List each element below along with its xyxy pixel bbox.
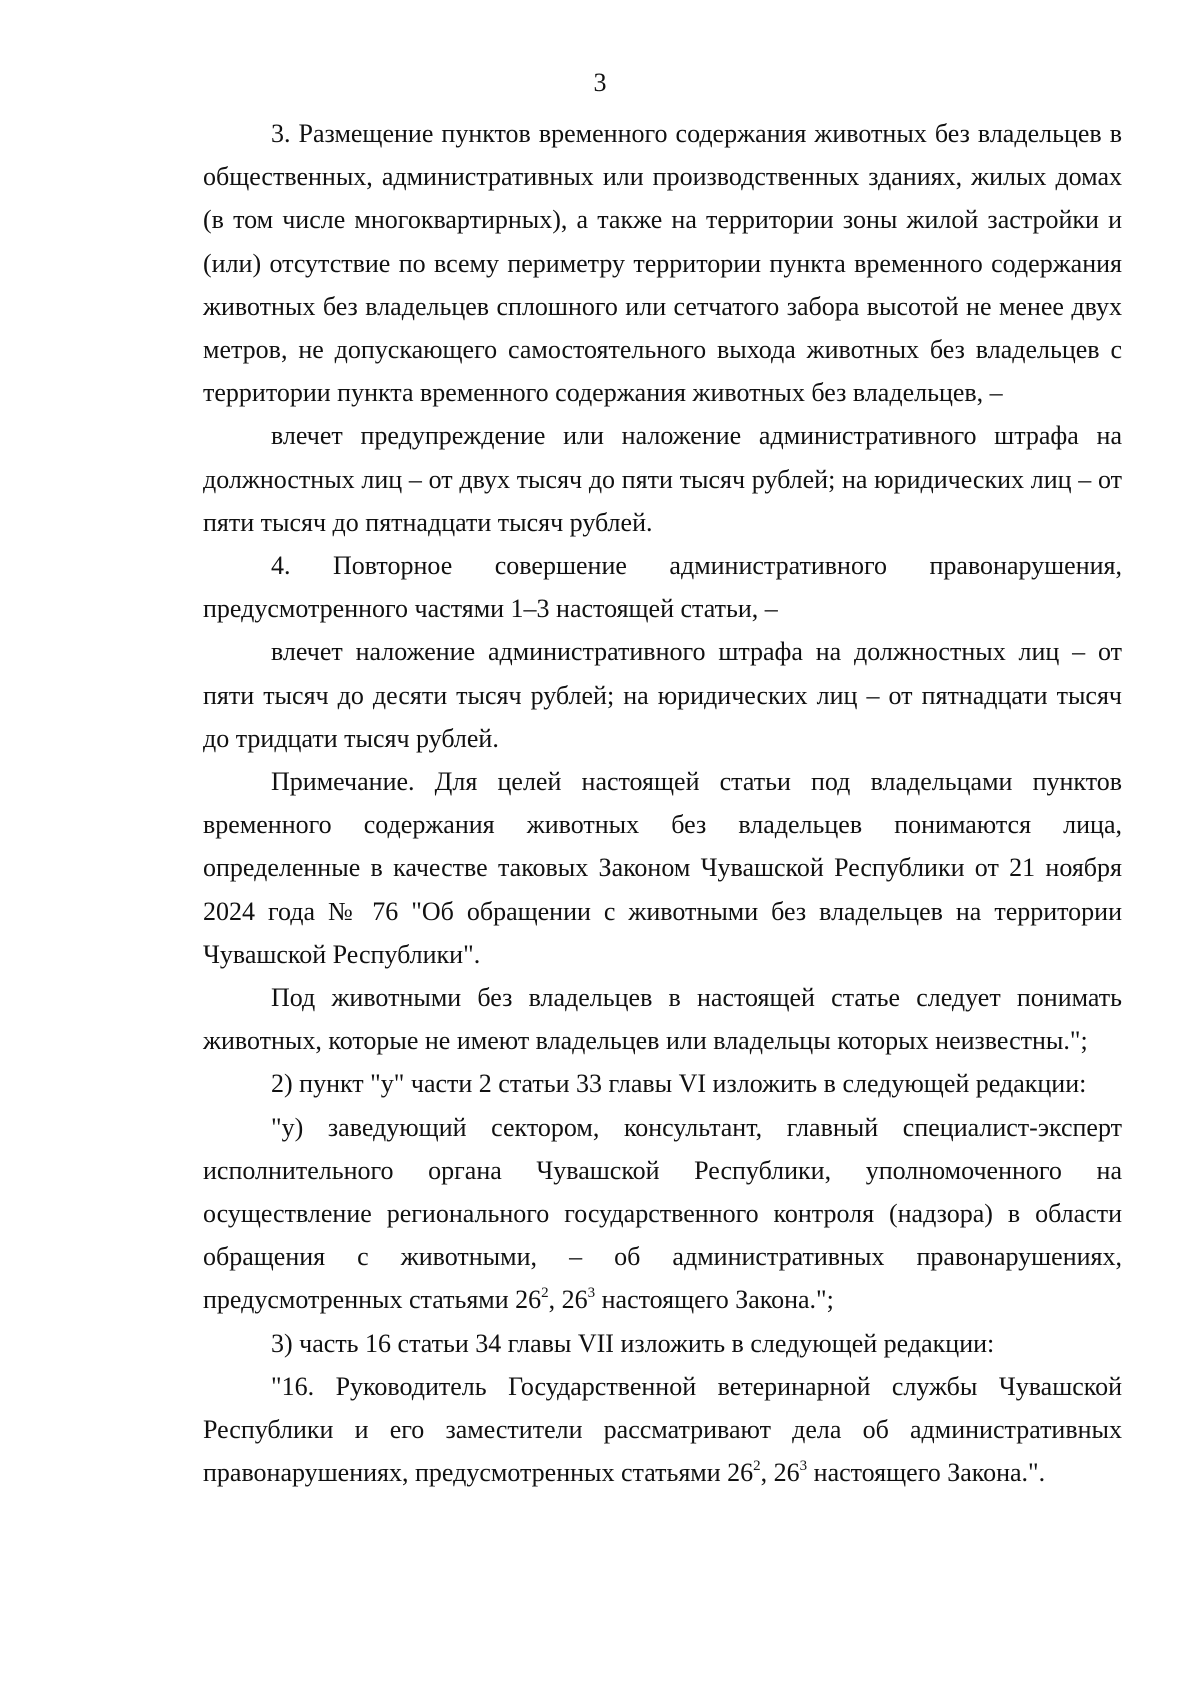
amendment-2-text-end: настоящего Закона."; <box>595 1285 834 1315</box>
paragraph-amendment-2-text <box>203 1106 1122 1322</box>
amendment-2-text-separator: , 26 <box>548 1285 588 1315</box>
article-superscript: 2 <box>753 1458 761 1475</box>
document-body <box>203 112 1122 1495</box>
paragraph-penalty-repeat-fine: влечет наложение административного штрафа на должностных лиц – от пяти тысяч до десяти тысяч рублей; на юридических лиц – от пятнадцати тысяч до тридцати тысяч рублей. <box>203 637 1122 753</box>
paragraph-definition-ownerless-animals: Под животными без владельцев в настоящей статье следует понимать животных, которые не имеют владельцев или владельцы которых неизвестны."; <box>203 983 1122 1056</box>
article-superscript: 2 <box>541 1285 549 1302</box>
paragraph-penalty-warning-fine: влечет предупреждение или наложение административного штрафа на должностных лиц – от двух тысяч до пяти тысяч рублей; на юридических лиц – от пяти тысяч до пятнадцати тысяч рублей. <box>203 421 1122 537</box>
amendment-3-text-end: настоящего Закона.". <box>807 1458 1046 1488</box>
paragraph-item-4-repeat-offense: 4. Повторное совершение административного правонарушения, предусмотренного частями 1–3 настоящей статьи, – <box>203 551 1122 624</box>
amendment-2-text-main: "у) заведующий сектором, консультант, главный специалист-эксперт исполнительного органа Чувашской Республики, уполномоченного на осуществление регионального государственного контроля (надзора) в области обращения с животными, – об административных правонарушениях, предусмотренных статьями 26 <box>203 1112 1122 1315</box>
paragraph-amendment-3: 3) часть 16 статьи 34 главы VII изложить в следующей редакции: <box>271 1328 995 1358</box>
article-superscript: 3 <box>587 1285 596 1302</box>
amendment-3-text-main: "16. Руководитель Государственной ветеринарной службы Чувашской Республики и его заместители рассматривают дела об административных правонарушениях, предусмотренных статьями 26 <box>203 1371 1122 1488</box>
article-superscript: 3 <box>799 1458 808 1475</box>
page-number: 3 <box>593 68 607 97</box>
paragraph-item-3-placement: 3. Размещение пунктов временного содержания животных без владельцев в общественных, административных или производственных зданиях, жилых домах (в том числе многоквартирных), а также на территории зоны жилой застройки и (или) отсутствие по всему периметру территории пункта временного содержания животных без владельцев сплошного или сетчатого забора высотой не менее двух метров, не допускающего самостоятельного выхода животных без владельцев с территории пункта временного содержания животных без владельцев, – <box>203 119 1122 408</box>
amendment-3-text-separator: , 26 <box>760 1458 800 1488</box>
paragraph-amendment-3-text <box>203 1365 1122 1495</box>
paragraph-note-owners: Примечание. Для целей настоящей статьи под владельцами пунктов временного содержания животных без владельцев понимаются лица, определенные в качестве таковых Законом Чувашской Республики от 21 ноября 2024 года № 76 "Об обращении с животными без владельцев на территории Чувашской Республики". <box>203 767 1122 969</box>
paragraph-amendment-2: 2) пункт "у" части 2 статьи 33 главы VI изложить в следующей редакции: <box>271 1069 1087 1099</box>
